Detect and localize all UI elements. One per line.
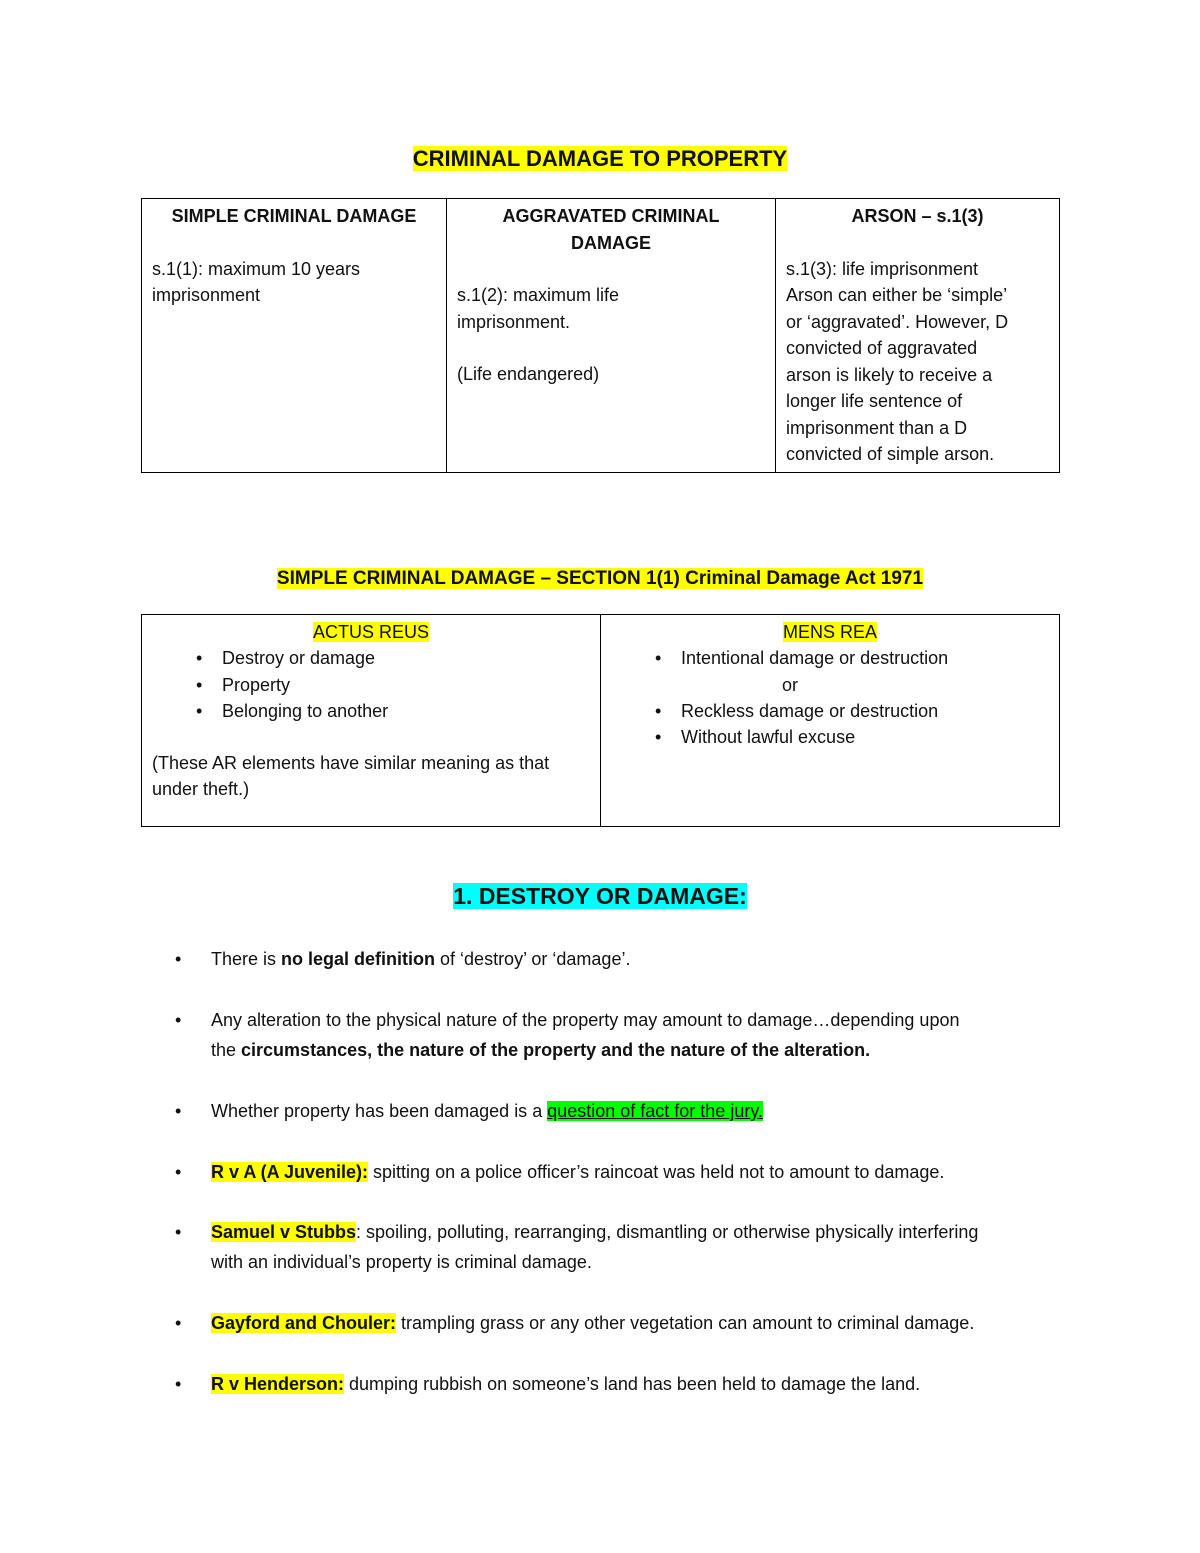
list-item: • Intentional damage or destruction: [611, 645, 1049, 671]
mens-rea-heading: MENS REA: [782, 622, 878, 642]
point-text: of ‘destroy’ or ‘damage’.: [435, 949, 631, 969]
list-item: [211, 1157, 1071, 1187]
arson-line: s.1(3): life imprisonment: [786, 258, 979, 279]
list-item: [211, 1308, 1071, 1338]
arson-line: convicted of simple arson.: [786, 444, 995, 464]
list-item: • Destroy or damage: [152, 645, 590, 671]
point-text: There is: [211, 949, 282, 969]
point-bold: circumstances, the nature of the property and the nature of the alteration.: [241, 1040, 871, 1060]
list-item: • Belonging to another: [152, 698, 590, 724]
destroy-heading-text: 1. DESTROY OR DAMAGE:: [453, 883, 747, 909]
list-item: • Without lawful excuse: [611, 724, 1049, 750]
list-item: [211, 1217, 1071, 1277]
actus-reus-note: (These AR elements have similar meaning as that: [152, 753, 550, 774]
point-text: with an individual’s property is criminal damage.: [211, 1252, 592, 1272]
arson-line: longer life sentence of: [786, 391, 963, 411]
section-title: [0, 566, 1200, 592]
list-item: • Property: [152, 672, 590, 698]
aggravated-damage-line: s.1(2): maximum life: [457, 285, 620, 305]
list-item: [211, 1005, 1071, 1065]
point-text: Whether property has been damaged is a: [211, 1101, 548, 1121]
arson-heading: ARSON – s.1(3): [851, 206, 984, 226]
aggravated-damage-cell: [447, 199, 776, 473]
mens-rea-cell: [601, 615, 1060, 827]
page-title-text: CRIMINAL DAMAGE TO PROPERTY: [412, 146, 788, 171]
list-item: [211, 944, 1071, 974]
list-item: [211, 1369, 1071, 1399]
page-title: [0, 144, 1200, 174]
point-bold: no legal definition: [281, 949, 436, 969]
actus-reus-heading: ACTUS REUS: [312, 622, 429, 642]
point-text: spitting on a police officer’s raincoat was held not to amount to damage.: [368, 1162, 945, 1182]
arson-line: arson is likely to receive a: [786, 364, 993, 385]
aggravated-damage-heading: AGGRAVATED CRIMINAL: [502, 206, 720, 226]
mens-rea-list: [611, 698, 1049, 751]
arson-cell: [776, 199, 1060, 473]
section-title-text: SIMPLE CRIMINAL DAMAGE – SECTION 1(1) Criminal Damage Act 1971: [276, 568, 924, 589]
actus-reus-cell: [142, 615, 601, 827]
destroy-heading: [0, 880, 1200, 912]
simple-damage-heading: SIMPLE CRIMINAL DAMAGE: [171, 206, 417, 226]
simple-damage-line: s.1(1): maximum 10 years: [152, 258, 361, 279]
list-item: [211, 1096, 1071, 1126]
jury-highlight: question of fact for the jury.: [547, 1101, 763, 1121]
case-name: Samuel v Stubbs: [211, 1222, 357, 1242]
arson-line: or ‘aggravated’. However, D: [786, 311, 1009, 332]
point-text: : spoiling, polluting, rearranging, dismantling or otherwise physically interfering: [356, 1222, 979, 1242]
actus-reus-note: under theft.): [152, 779, 250, 800]
simple-damage-line: imprisonment: [152, 285, 261, 305]
case-name: R v A (A Juvenile):: [211, 1162, 369, 1182]
point-text: the: [211, 1040, 242, 1060]
point-text: dumping rubbish on someone’s land has been held to damage the land.: [344, 1374, 921, 1394]
point-text: trampling grass or any other vegetation can amount to criminal damage.: [396, 1313, 975, 1333]
offences-table: [141, 198, 1060, 473]
aggravated-damage-line: imprisonment.: [457, 311, 571, 332]
case-name: Gayford and Chouler:: [211, 1313, 397, 1333]
arson-line: Arson can either be ‘simple’: [786, 285, 1008, 305]
aggravated-damage-heading: DAMAGE: [571, 232, 651, 253]
mens-rea-or: or: [782, 674, 799, 695]
actus-reus-list: [152, 645, 590, 724]
arson-line: imprisonment than a D: [786, 417, 968, 438]
case-name: R v Henderson:: [211, 1374, 345, 1394]
point-text: Any alteration to the physical nature of the property may amount to damage…depending upon: [211, 1010, 960, 1030]
simple-damage-cell: [142, 199, 447, 473]
arson-line: convicted of aggravated: [786, 338, 978, 358]
list-item: • Reckless damage or destruction: [611, 698, 1049, 724]
elements-table: [141, 614, 1060, 827]
mens-rea-list: [611, 645, 1049, 671]
aggravated-damage-line: (Life endangered): [457, 364, 600, 384]
